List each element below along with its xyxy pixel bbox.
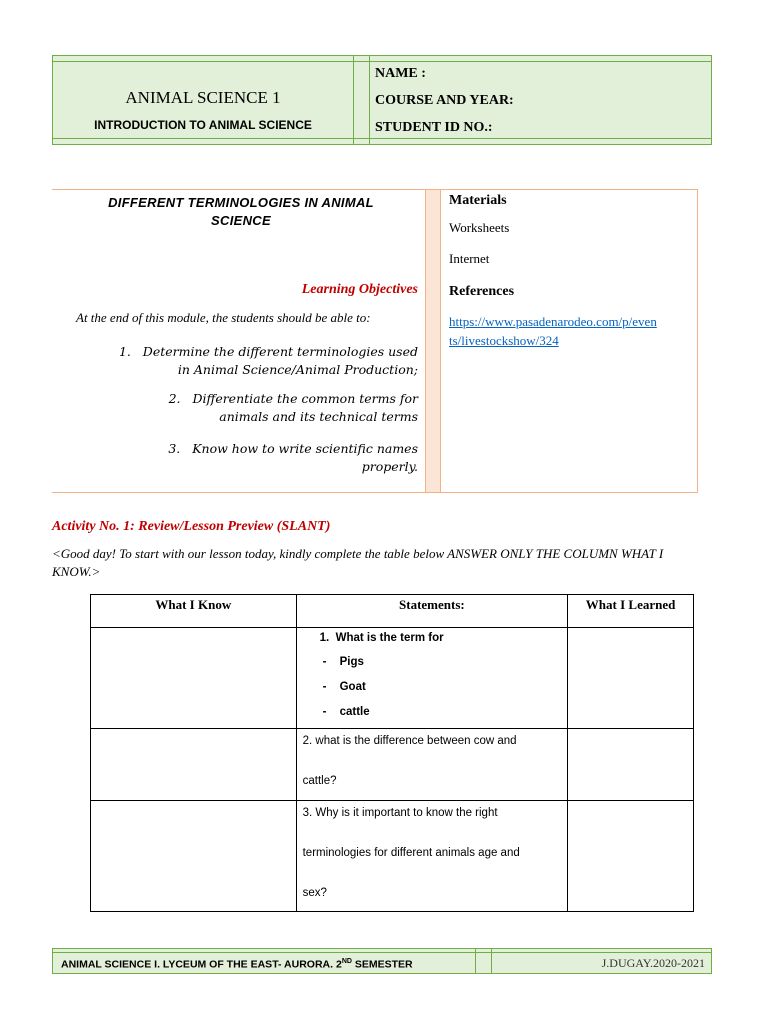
course-subtitle: INTRODUCTION TO ANIMAL SCIENCE xyxy=(94,118,312,132)
page-footer xyxy=(52,948,712,974)
statement-item-text: cattle xyxy=(339,706,370,718)
kwl-table xyxy=(90,594,694,912)
header-divider xyxy=(369,56,370,144)
footer-divider xyxy=(491,949,492,973)
references-heading: References xyxy=(449,284,515,299)
footer-text: ANIMAL SCIENCE I. LYCEUM OF THE EAST- AURORA. 2 xyxy=(61,958,342,971)
footer-author: J.DUGAY.2020-2021 xyxy=(601,956,705,970)
statement-number: 1. xyxy=(319,632,330,644)
statement-text: 2. what is the difference between cow and xyxy=(302,735,517,747)
statement-cell xyxy=(296,628,568,729)
statement-text: What is the term for xyxy=(335,632,444,644)
activity-instructions xyxy=(52,545,718,581)
statement-item-text: Goat xyxy=(339,681,366,693)
footer-band xyxy=(53,949,711,953)
objective-text: Determine the different terminologies used xyxy=(142,344,418,359)
objectives-heading: Learning Objectives xyxy=(301,282,418,297)
objective-text: Differentiate the common terms for xyxy=(192,391,418,406)
reference-link[interactable] xyxy=(449,312,699,350)
table-header-row xyxy=(91,595,694,628)
student-info-block xyxy=(375,60,514,141)
statement-question xyxy=(303,630,568,653)
what-i-know-cell[interactable] xyxy=(91,801,297,912)
instruction-line: <Good day! To start with our lesson today, kindly complete the table below ANSWER ONLY THE COLUMN WHAT I xyxy=(52,546,664,561)
course-title: ANIMAL SCIENCE 1 xyxy=(125,88,281,107)
footer-superscript: ND xyxy=(341,958,352,965)
module-overview xyxy=(52,189,698,493)
activity-title: Activity No. 1: Review/Lesson Preview (SLANT) xyxy=(52,519,331,534)
objective-text: in Animal Science/Animal Production; xyxy=(177,362,418,377)
what-i-know-cell[interactable] xyxy=(91,628,297,729)
objectives-column xyxy=(52,190,418,493)
table-row xyxy=(91,729,694,801)
objective-number: 2. xyxy=(168,391,181,406)
course-header xyxy=(52,55,712,145)
statements-header: Statements: xyxy=(296,595,568,628)
what-i-learned-cell[interactable] xyxy=(568,628,694,729)
materials-heading: Materials xyxy=(449,193,507,208)
course-year-label: COURSE AND YEAR: xyxy=(375,93,514,108)
what-i-learned-cell[interactable] xyxy=(568,729,694,801)
objective-number: 3. xyxy=(168,441,181,456)
what-i-learned-cell[interactable] xyxy=(568,801,694,912)
footer-course-info xyxy=(61,958,413,971)
objective-number: 1. xyxy=(118,344,131,359)
material-item: Worksheets xyxy=(449,220,510,235)
module-title xyxy=(64,194,418,230)
what-i-know-cell[interactable] xyxy=(91,729,297,801)
header-divider xyxy=(353,56,354,144)
footer-divider xyxy=(475,949,476,973)
statement-text: terminologies for different animals age and xyxy=(302,847,520,859)
table-row xyxy=(91,801,694,912)
what-i-know-header: What I Know xyxy=(91,595,297,628)
statement-list-item: - Pigs xyxy=(322,656,364,668)
column-separator xyxy=(425,190,441,493)
name-label: NAME : xyxy=(375,66,426,81)
table-row xyxy=(91,628,694,729)
objective-item xyxy=(112,343,418,379)
instruction-line: KNOW.> xyxy=(52,564,101,579)
statement-text: 3. Why is it important to know the right xyxy=(302,807,498,819)
objective-text: properly. xyxy=(361,459,418,474)
objective-text: animals and its technical terms xyxy=(219,409,418,424)
statement-list-item: - Goat xyxy=(322,681,366,693)
course-title-block xyxy=(53,62,353,138)
statement-text: sex? xyxy=(302,887,327,899)
reference-link-line[interactable]: ts/livestockshow/324 xyxy=(449,333,559,348)
objective-item xyxy=(112,390,418,426)
objectives-intro: At the end of this module, the students should be able to: xyxy=(76,310,371,325)
footer-text: SEMESTER xyxy=(351,958,413,971)
material-item: Internet xyxy=(449,251,490,266)
statement-cell xyxy=(296,801,568,912)
reference-link-line[interactable]: https://www.pasadenarodeo.com/p/even xyxy=(449,314,657,329)
statement-text: cattle? xyxy=(302,775,337,787)
what-i-learned-header: What I Learned xyxy=(568,595,694,628)
module-title-line: SCIENCE xyxy=(211,213,271,228)
statement-item-text: Pigs xyxy=(339,656,364,668)
objective-item xyxy=(112,440,418,476)
student-id-label: STUDENT ID NO.: xyxy=(375,120,493,135)
module-title-line: DIFFERENT TERMINOLOGIES IN ANIMAL xyxy=(108,195,374,210)
objective-text: Know how to write scientific names xyxy=(192,441,418,456)
statement-cell xyxy=(296,729,568,801)
statement-list-item: - cattle xyxy=(322,706,370,718)
